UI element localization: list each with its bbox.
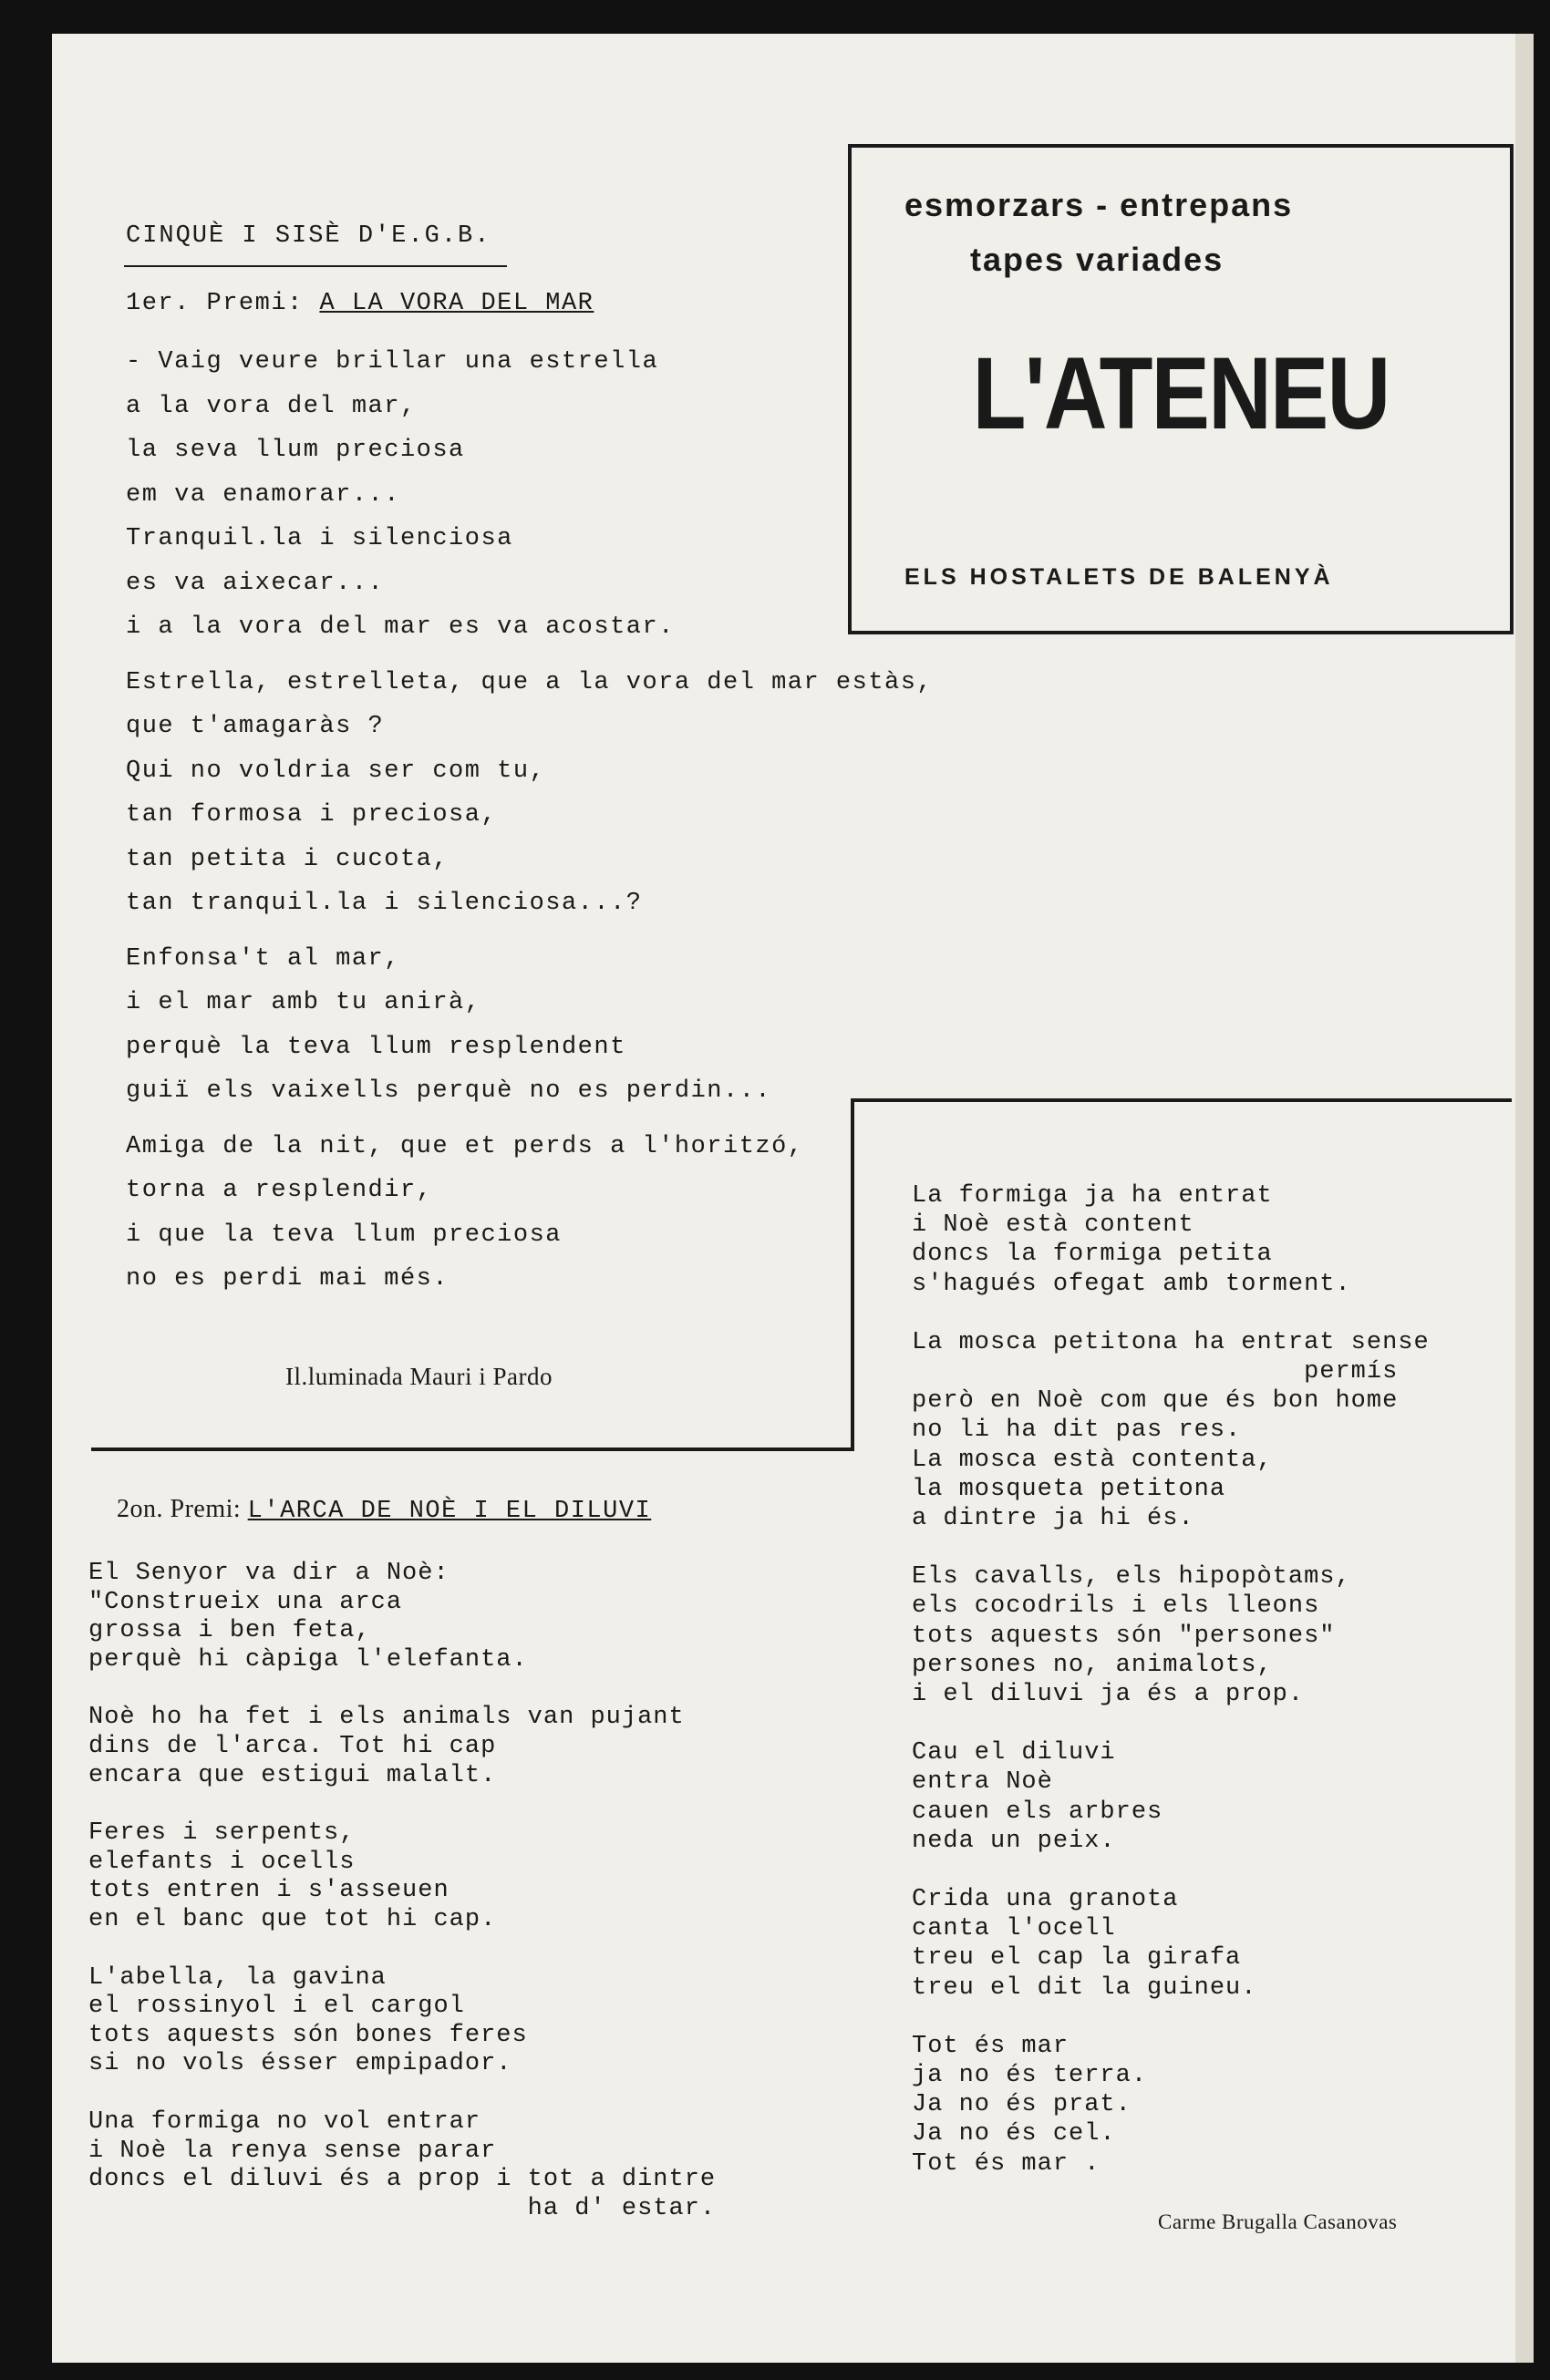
poem-line: no li ha dit pas res. — [912, 1417, 1242, 1445]
poem-line: i que la teva llum preciosa — [126, 1221, 562, 1249]
poem-line: Enfonsa't al mar, — [126, 944, 400, 973]
poem-line: treu el cap la girafa — [912, 1944, 1242, 1973]
prize2-author: Carme Brugalla Casanovas — [1158, 2210, 1398, 2233]
poem-line: "Construeix una arca — [88, 1588, 403, 1616]
poem-line: Tot és mar . — [912, 2149, 1100, 2178]
poem-line: elefants i ocells — [88, 1848, 356, 1876]
poem-line: em va enamorar... — [126, 480, 400, 509]
poem-line: doncs la formiga petita — [912, 1241, 1273, 1269]
section-heading: CINQUÈ I SISÈ D'E.G.B. — [126, 222, 491, 250]
poem-line: la seva llum preciosa — [126, 437, 465, 464]
poem-line: guiï els vaixells perquè no es perdin... — [126, 1077, 772, 1105]
poem-line: Amiga de la nit, que et perds a l'horitzó, — [126, 1132, 804, 1160]
poem-line: Una formiga no vol entrar — [88, 2108, 481, 2136]
ad-brand: L'ATENEU — [972, 336, 1390, 450]
poem-line: tan tranquil.la i silenciosa...? — [126, 890, 643, 917]
poem-line: grossa i ben feta, — [88, 1617, 371, 1645]
ad-location: ELS HOSTALETS DE BALENYÀ — [904, 564, 1334, 590]
poem-line: canta l'ocell — [912, 1915, 1116, 1943]
prize1-title: A LA VORA DEL MAR — [319, 290, 594, 317]
poem-line: entra Noè — [912, 1768, 1053, 1797]
poem-line: tan petita i cucota, — [126, 845, 450, 873]
heading-underline — [124, 265, 507, 267]
poem-line: La mosca petitona ha entrat sense — [912, 1328, 1430, 1356]
poem-line: a dintre ja hi és. — [912, 1505, 1194, 1532]
poem-line: neda un peix. — [912, 1827, 1116, 1855]
poem-line: i Noè està content — [912, 1211, 1194, 1240]
ad-line1: esmorzars - entrepans — [904, 186, 1294, 223]
poem-line: tan formosa i preciosa, — [126, 801, 498, 829]
prize2-heading — [117, 1495, 651, 1525]
poem-line: tots aquests són "persones" — [912, 1622, 1336, 1650]
poem-line: Noè ho ha fet i els animals van pujant — [88, 1704, 685, 1732]
poem-line: Ja no és cel. — [912, 2120, 1116, 2148]
poem-line: tots entren i s'asseuen — [88, 1877, 450, 1905]
poem-line: i el mar amb tu anirà, — [126, 989, 481, 1016]
poem-line: la mosqueta petitona — [912, 1475, 1226, 1503]
poem-line: Estrella, estrelleta, que a la vora del mar estàs, — [126, 668, 934, 696]
poem-line: però en Noè com que és bon home — [912, 1387, 1399, 1416]
poem-line: tots aquests són bones feres — [88, 2021, 528, 2049]
poem-line: que t'amagaràs ? — [126, 713, 385, 740]
poem-line: s'hagués ofegat amb torment. — [912, 1270, 1351, 1298]
prize1-label: 1er. Premi: — [126, 290, 304, 317]
poem-line: Tot és mar — [912, 2032, 1070, 2060]
prize1-author: Il.luminada Mauri i Pardo — [285, 1363, 553, 1390]
poem-line: Crida una granota — [912, 1886, 1179, 1913]
poem-line: i Noè la renya sense parar — [88, 2137, 497, 2165]
ateneu-ad — [848, 144, 1514, 634]
divider-vertical — [851, 1100, 854, 1451]
poem-line: La mosca està contenta, — [912, 1446, 1273, 1474]
poem-line: El Senyor va dir a Noè: — [88, 1560, 450, 1587]
poem-line: - Vaig veure brillar una estrella — [126, 348, 659, 376]
prize2-title: L'ARCA DE NOÈ I EL DILUVI — [247, 1498, 652, 1525]
poem-line: dins de l'arca. Tot hi cap — [88, 1733, 497, 1760]
page-edge — [1515, 34, 1534, 2363]
poem-line: Feres i serpents, — [88, 1819, 356, 1848]
poem-line: persones no, animalots, — [912, 1651, 1273, 1679]
ad-line2: tapes variades — [970, 241, 1224, 278]
poem-line: encara que estigui malalt. — [88, 1761, 497, 1789]
poem-line: perquè la teva llum resplendent — [126, 1033, 626, 1061]
poem-line: La formiga ja ha entrat — [912, 1182, 1273, 1210]
poem-line: Els cavalls, els hipopòtams, — [912, 1563, 1351, 1592]
poem-line: Cau el diluvi — [912, 1739, 1116, 1767]
poem-line: torna a resplendir, — [126, 1177, 433, 1204]
poem-line: i el diluvi ja és a prop. — [912, 1681, 1305, 1708]
divider-horizontal-right — [851, 1098, 1512, 1102]
poem-line: permís — [912, 1358, 1399, 1386]
poem-line: Qui no voldria ser com tu, — [126, 757, 546, 785]
poem-line: Ja no és prat. — [912, 2091, 1132, 2119]
poem-line: i a la vora del mar es va acostar. — [126, 613, 675, 641]
poem-line: treu el dit la guineu. — [912, 1973, 1257, 2002]
poem-line: el rossinyol i el cargol — [88, 1993, 465, 2021]
prize2-label: 2on. Premi: — [117, 1495, 242, 1523]
poem-line: ja no és terra. — [912, 2062, 1148, 2089]
divider-horizontal-left — [91, 1448, 854, 1451]
poem-line: Tranquil.la i silenciosa — [126, 525, 513, 552]
poem-line: ha d' estar. — [88, 2194, 717, 2222]
poem-line: L'abella, la gavina — [88, 1963, 387, 1992]
poem-line: si no vols ésser empipador. — [88, 2050, 512, 2078]
poem-line: els cocodrils i els lleons — [912, 1592, 1320, 1621]
poem-line: cauen els arbres — [912, 1798, 1163, 1826]
poem-line: a la vora del mar, — [126, 392, 417, 420]
poem-line: en el banc que tot hi cap. — [88, 1906, 497, 1933]
prize1-heading — [126, 290, 594, 317]
poem-line: doncs el diluvi és a prop i tot a dintre — [88, 2166, 717, 2194]
poem-line: perquè hi càpiga l'elefanta. — [88, 1645, 528, 1674]
poem-line: no es perdi mai més. — [126, 1265, 450, 1293]
poem-line: es va aixecar... — [126, 569, 385, 597]
